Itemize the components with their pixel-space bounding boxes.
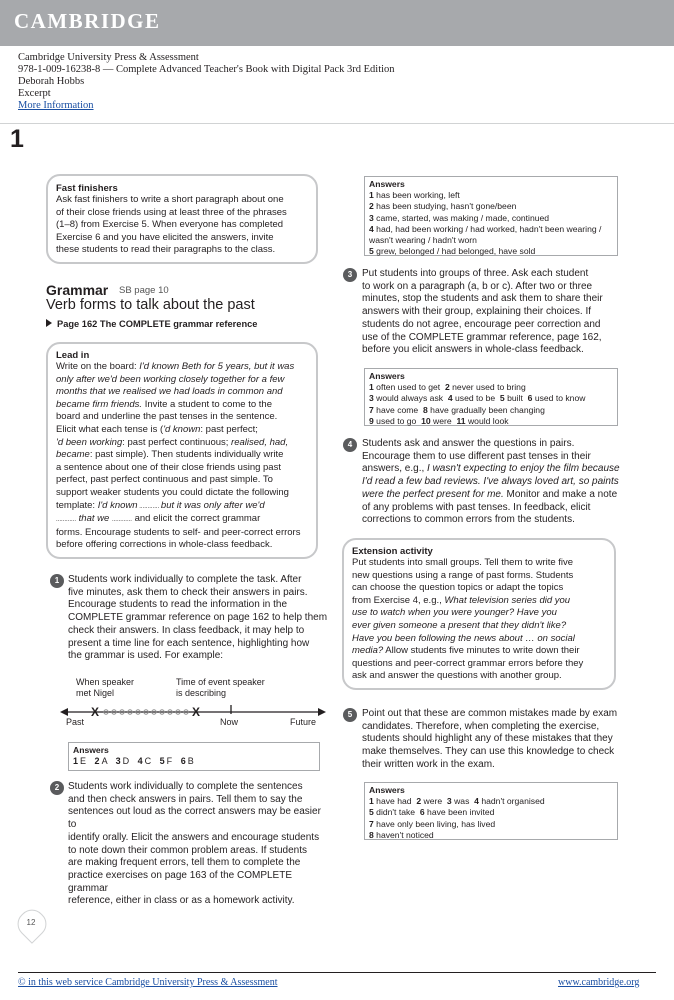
fast-finishers-line: these students to read their paragraphs to the class.: [56, 244, 276, 256]
publisher-line: Cambridge University Press & Assessment: [18, 52, 199, 63]
answers-title: Answers: [369, 785, 405, 795]
fast-finishers-title: Fast finishers: [56, 183, 118, 194]
exercise-2-text: Students work individually to complete the sentences and then check answers in pairs. Tell them to say the sentences out loud as the correct answers may be easier to identify orally. Elicit the answers and encourage students to note down their common problem areas. If students are making frequent errors, tell them to complete the practice exercises on page 163 of the COMPLETE grammar reference, either in class or as a homework activity.: [68, 781, 321, 907]
extension-activity-box: [342, 538, 616, 690]
page-number: 12: [26, 918, 36, 927]
lead-in-box: [46, 342, 318, 559]
play-triangle-icon: [46, 319, 52, 327]
footer-divider: [18, 972, 656, 973]
exercise-answers-box-top: Answers 1 has been working, left 2 has been studying, hasn't gone/been 3 came, started, was making / made, continued 4 had, had been working / had worked, hadn't been wearing / wasn't wearing / hadn't worn 5 grew, belonged / had belonged, have sold: [364, 176, 618, 256]
lead-in-text: Write on the board: I'd known Beth for 5 years, but it was only after we'd been working closely together for a few months that we realised we had loads in common and became firm friends. Invite a student to come to the board and underline the past tenses in the sentence. Elicit what each tense is ('d known: past perfect; 'd been working: past perfect continuous; realised, had, became: past simple). Then students individually write a sentence about one of their close friends using past perfect, past perfect continuous and past simple. To support weaker students you could dictate the following template: I'd known ............ but it was only after we'd ............ that we ............ and elicit the correct grammar forms. Encourage students to self- and peer-correct errors before offering corrections in whole-class feedback.: [56, 361, 301, 551]
timeline-cross-event: X: [192, 705, 201, 719]
exercise-1-answers-box: [68, 742, 320, 771]
grammar-heading: Grammar: [46, 282, 109, 298]
timeline-arrow-left: [60, 708, 68, 716]
more-information-link[interactable]: More Information: [18, 100, 94, 111]
exercise-5-text: Point out that these are common mistakes made by exam candidates. Therefore, when completing the exercise, students should highlight any of these mistakes that they make themselves. They can use this knowledge to check their written work in the exam.: [362, 708, 618, 770]
footer-website-link[interactable]: www.cambridge.org: [558, 977, 640, 988]
exercise-badge: 4: [343, 438, 357, 452]
timeline-label-speaker: When speaker met Nigel: [76, 677, 135, 698]
exercise-4-text: Students ask and answer the questions in pairs. Encourage them to use different past tenses in their answers, e.g., I wasn't expecting to enjoy the film because I'd read a few bad reviews. I've always loved art, so paints were the perfect present for me. Monitor and make a note of any problems with past tenses. In feedback, elicit corrections to common errors from the students.: [362, 438, 620, 526]
timeline-now-label: Now: [220, 717, 239, 727]
fast-finishers-line: (1–8) from Exercise 5. When everyone has completed: [56, 219, 284, 231]
sb-page-ref: SB page 10: [119, 285, 169, 296]
exercise-badge: 5: [343, 708, 357, 722]
fast-finishers-line: of their close friends using at least three of the phrases: [56, 206, 287, 218]
excerpt-line: Excerpt: [18, 88, 51, 99]
lead-in-title: Lead in: [56, 350, 90, 361]
fast-finishers-line: Ask fast finishers to write a short paragraph about one: [56, 194, 284, 205]
grammar-reference-link: [46, 319, 257, 329]
verb-forms-heading: Verb forms to talk about the past: [46, 297, 255, 313]
author-line: Deborah Hobbs: [18, 76, 85, 87]
footer-copyright-link[interactable]: © in this web service Cambridge University Press & Assessment: [18, 977, 278, 988]
exercise-1-answers: 1 E 2 A 3 D 4 C 5 F 6 B: [73, 756, 194, 767]
isbn-title-line: 978-1-009-16238-8 — Complete Advanced Teacher's Book with Digital Pack 3rd Edition: [18, 64, 395, 75]
fast-finishers-line: Exercise 6 and you have elicited the answers, invite: [56, 231, 274, 243]
timeline-cross-speaker: X: [91, 705, 100, 719]
answers-title: Answers: [73, 745, 109, 755]
extension-activity-title: Extension activity: [352, 546, 433, 557]
grammar-reference-text: Page 162 The COMPLETE grammar reference: [57, 319, 258, 329]
exercise-1-text: Students work individually to complete the task. After five minutes, ask them to check their answers in pairs. Encourage students to read the information in the COMPLETE grammar reference on page 162 to help them check their answers. In class feedback, it may help to present a time line for each sentence, highlighting how the grammar is used. For example:: [68, 574, 328, 662]
exercise-5-answers-box: Answers 1 have had 2 were 3 was 4 hadn't organised 5 didn't take 6 have been invited 7 have only been living, has lived 8 haven't noticed: [364, 782, 618, 840]
fast-finishers-box: [46, 174, 318, 264]
exercise-3-answers-box: Answers 1 often used to get 2 never used to bring 3 would always ask 4 used to be 5 built 6 used to know 7 have come 8 have gradually been changing 9 used to go 10 were 11 would look: [364, 368, 618, 426]
timeline-future-label: Future: [290, 717, 317, 727]
chapter-divider: [0, 123, 674, 154]
timeline-past-label: Past: [66, 717, 85, 727]
fast-finishers-text: [56, 194, 308, 257]
cambridge-logo: CAMBRIDGE: [14, 9, 161, 33]
timeline-arrow-right: [318, 708, 326, 716]
chapter-number: 1: [10, 125, 24, 153]
answers-title: Answers: [369, 371, 405, 381]
answers-title: Answers: [369, 179, 405, 189]
timeline-label-event: Time of event speaker is describing: [176, 677, 265, 698]
exercise-badge: 2: [50, 781, 64, 795]
exercise-badge: 3: [343, 268, 357, 282]
extension-activity-text: Put students into small groups. Tell them to write five new questions using a range of past forms. Students can choose the question topics or adapt the topics from Exercise 4, e.g., What television series did you use to watch when you were younger? Have you ever given someone a present that they didn't like? Have you been following the news about … on social media? Allow students five minutes to write down their questions and peer-correct grammar errors before they ask and answer the questions with another group.: [352, 557, 584, 682]
exercise-3-text: Put students into groups of three. Ask each student to work on a paragraph (a, b or c). After two or three minutes, stop the students and ask them to share their answers with their group, explaining their choices. If students do not agree, encourage peer correction and use of the COMPLETE grammar reference, page 162, before you elicit answers in whole-class feedback.: [362, 268, 603, 356]
exercise-badge: 1: [50, 574, 64, 588]
